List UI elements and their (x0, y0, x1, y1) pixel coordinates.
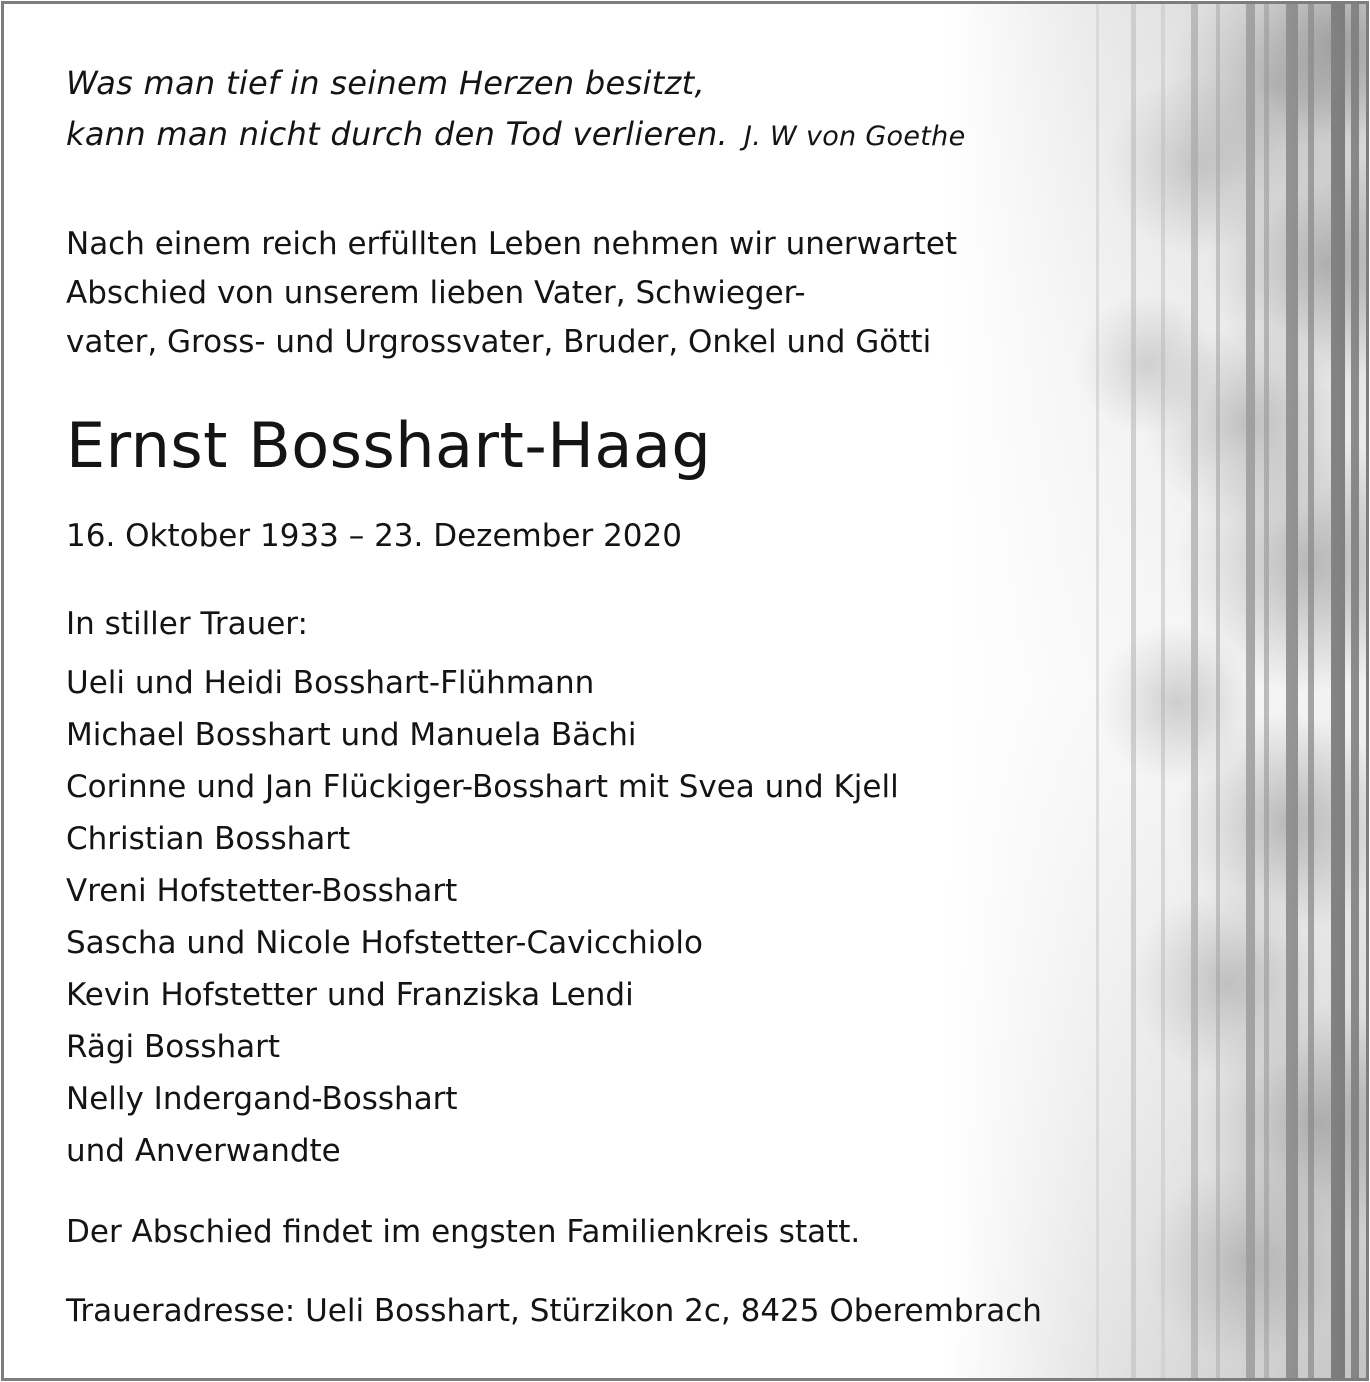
intro-line-1: Nach einem reich erfüllten Leben nehmen wir unerwartet (66, 226, 958, 262)
farewell-note: Der Abschied findet im engsten Familienkreis statt. (66, 1214, 861, 1250)
obituary-frame (1, 1, 1369, 1381)
mourner-item: und Anverwandte (66, 1133, 341, 1169)
mourner-item: Ueli und Heidi Bosshart-Flühmann (66, 665, 595, 701)
forest-background-image (946, 4, 1366, 1378)
deceased-name: Ernst Bosshart-Haag (66, 409, 712, 482)
quote-line-1: Was man tief in seinem Herzen besitzt, (66, 64, 705, 102)
intro-text (66, 220, 957, 367)
quote-line-2-text: kann man nicht durch den Tod verlieren. (66, 115, 729, 153)
intro-line-3: vater, Gross- und Urgrossvater, Bruder, Onkel und Götti (66, 324, 932, 360)
mourner-item: Sascha und Nicole Hofstetter-Cavicchiolo (66, 925, 703, 961)
mourning-address: Traueradresse: Ueli Bosshart, Stürzikon 2c, 8425 Oberembrach (66, 1293, 1042, 1329)
mourner-item: Nelly Indergand-Bosshart (66, 1081, 458, 1117)
life-dates: 16. Oktober 1933 – 23. Dezember 2020 (66, 518, 682, 554)
quote-line-2 (66, 109, 966, 162)
mourner-item: Kevin Hofstetter und Franziska Lendi (66, 977, 634, 1013)
mourners-list (66, 657, 899, 1177)
intro-line-2: Abschied von unserem lieben Vater, Schwieger- (66, 275, 806, 311)
mourner-item: Christian Bosshart (66, 821, 351, 857)
mourner-item: Michael Bosshart und Manuela Bächi (66, 717, 637, 753)
goethe-quote (66, 58, 966, 162)
mourning-title: In stiller Trauer: (66, 606, 308, 642)
mourner-item: Corinne und Jan Flückiger-Bosshart mit Svea und Kjell (66, 769, 899, 805)
mourner-item: Rägi Bosshart (66, 1029, 281, 1065)
quote-author: J. W von Goethe (744, 121, 966, 152)
mourner-item: Vreni Hofstetter-Bosshart (66, 873, 458, 909)
